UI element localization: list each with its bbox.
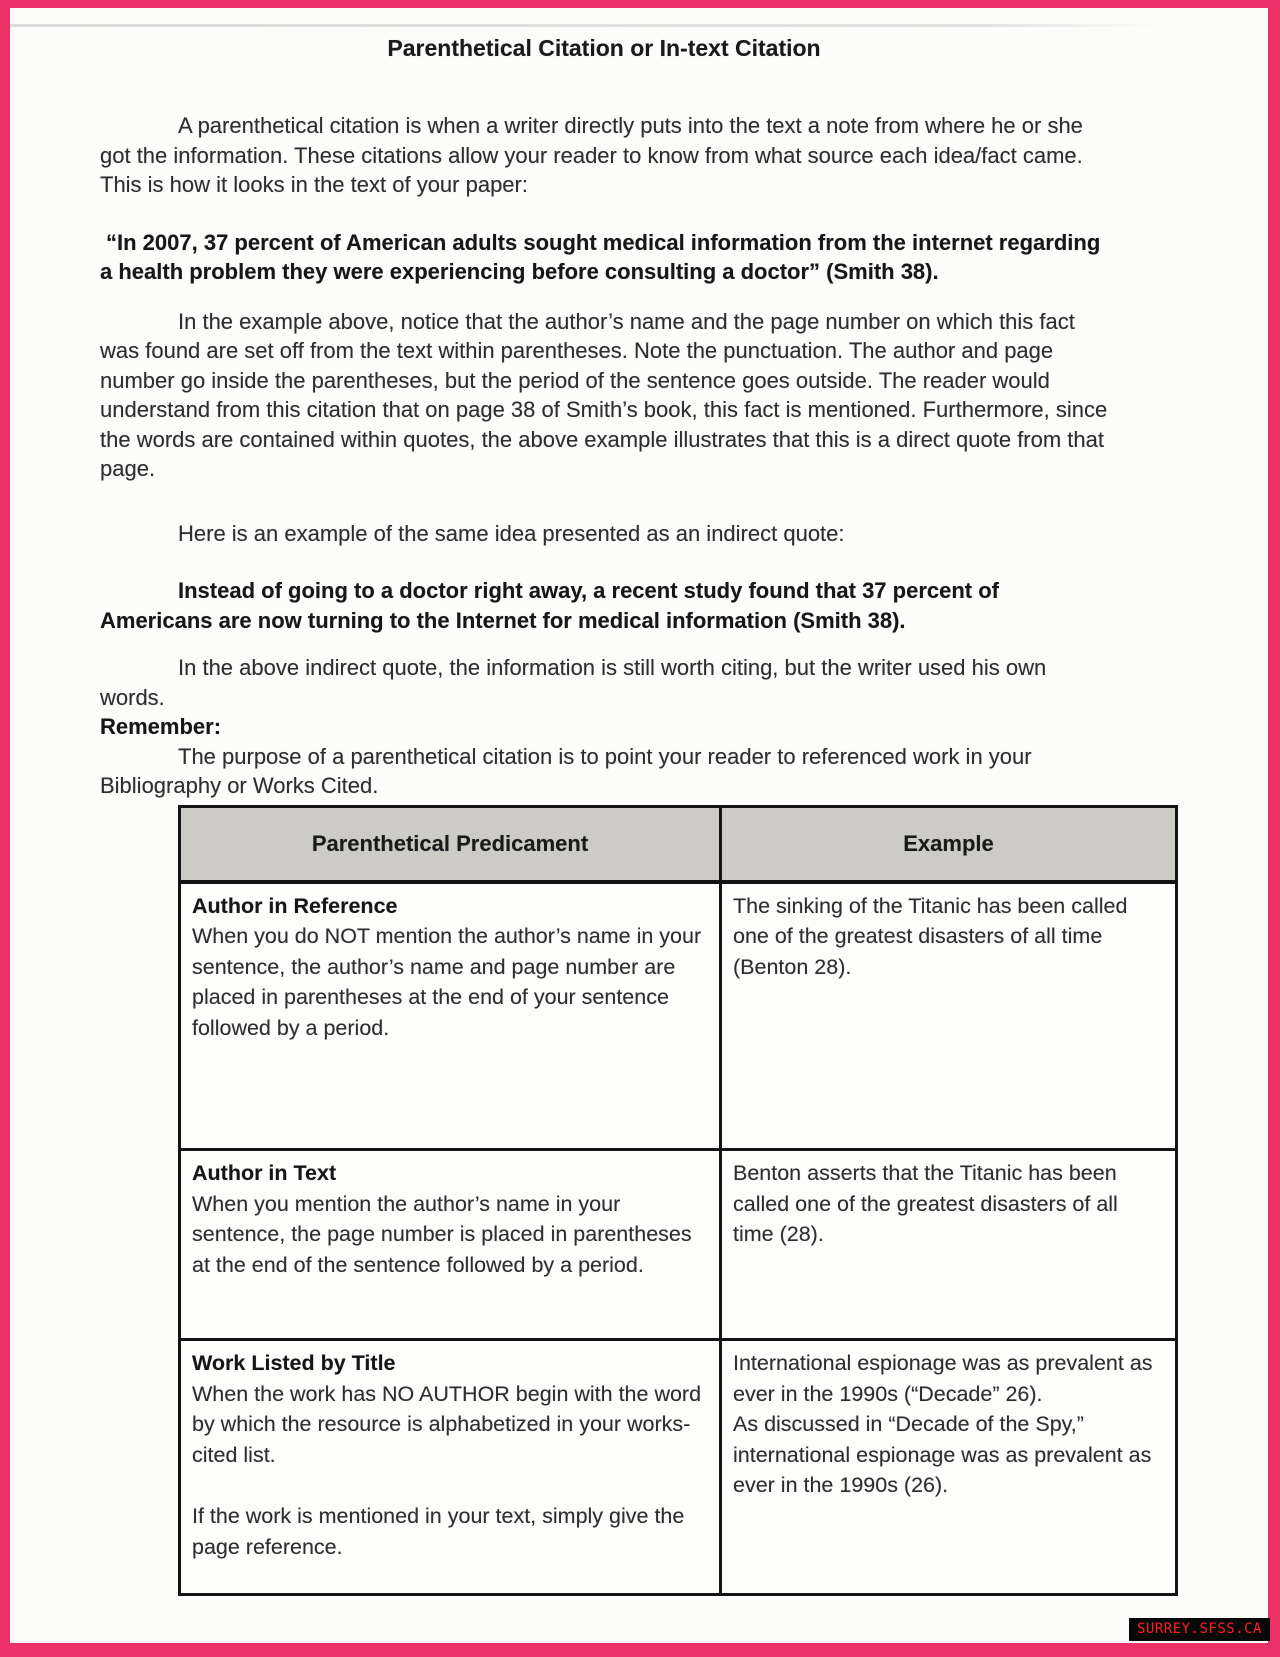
predicament-title: Author in Reference xyxy=(192,893,398,918)
document-content xyxy=(100,8,1153,1596)
cell-predicament xyxy=(180,882,721,1150)
purpose-paragraph: The purpose of a parenthetical citation is to point your reader to referenced work in your Bibliography or Works Cited. xyxy=(100,743,1032,798)
cell-example xyxy=(721,1340,1177,1595)
table-row xyxy=(180,882,1177,1150)
predicament-body: When you do NOT mention the author’s name in your sentence, the author’s name and page number are placed in parentheses at the end of your sentence followed by a period. xyxy=(192,924,702,1040)
table-header-row xyxy=(180,806,1177,882)
cell-example xyxy=(721,882,1177,1150)
predicament-title: Work Listed by Title xyxy=(192,1351,396,1375)
cell-predicament xyxy=(180,1150,721,1340)
direct-quote-example: “In 2007, 37 percent of American adults sought medical information from the internet regarding a health problem they were experiencing before consulting a doctor” (Smith 38). xyxy=(100,229,1101,284)
intro-paragraph: A parenthetical citation is when a writer directly puts into the text a note from where he or she got the information. These citations allow your reader to know from what source each idea/fact came. This is how it looks in the text of your paper: xyxy=(100,113,1083,197)
cell-predicament xyxy=(180,1340,721,1595)
indirect-quote-example: Instead of going to a doctor right away, a recent study found that 37 percent of Americans are now turning to the Internet for medical information (Smith 38). xyxy=(100,578,1000,633)
predicament-body-2: If the work is mentioned in your text, simply give the page reference. xyxy=(192,1504,685,1559)
site-watermark: SURREY.SFSS.CA xyxy=(1129,1618,1270,1641)
explanation-paragraph: In the example above, notice that the author’s name and the page number on which this fact was found are set off from the text within parentheses. Note the punctuation. The author and page number go inside the parentheses, but the period of the sentence goes outside. The reader would understand from this citation that on page 38 of Smith’s book, this fact is mentioned. Furthermore, since the words are contained within quotes, the above example illustrates that this is a direct quote from that page. xyxy=(100,308,1108,481)
predicament-title: Author in Text xyxy=(192,1161,337,1185)
indirect-quote-intro: Here is an example of the same idea presented as an indirect quote: xyxy=(178,520,845,546)
page-title: Parenthetical Citation or In-text Citation xyxy=(387,35,821,61)
cell-example xyxy=(721,1150,1177,1340)
header-predicament: Parenthetical Predicament xyxy=(180,806,721,882)
predicament-body: When the work has NO AUTHOR begin with the word by which the resource is alphabetized in your works-cited list. xyxy=(192,1381,702,1467)
example-text: Benton asserts that the Titanic has been called one of the greatest disasters of all time (28). xyxy=(733,1161,1118,1246)
example-text: The sinking of the Titanic has been called one of the greatest disasters of all time (Benton 28). xyxy=(733,893,1128,979)
citation-table xyxy=(178,805,1178,1597)
example-text-2: As discussed in “Decade of the Spy,” international espionage was as prevalent as ever in the 1990s (26). xyxy=(733,1412,1152,1497)
predicament-body: When you mention the author’s name in your sentence, the page number is placed in parentheses at the end of the sentence followed by a period. xyxy=(192,1191,692,1277)
example-text: International espionage was as prevalent as ever in the 1990s (“Decade” 26). xyxy=(733,1351,1153,1406)
indirect-quote-note: In the above indirect quote, the information is still worth citing, but the writer used his own words. xyxy=(100,655,1047,710)
document-page xyxy=(10,8,1268,1643)
table-row xyxy=(180,1150,1177,1340)
table-row xyxy=(180,1340,1177,1595)
remember-label: Remember: xyxy=(100,714,222,739)
header-example: Example xyxy=(721,806,1177,882)
